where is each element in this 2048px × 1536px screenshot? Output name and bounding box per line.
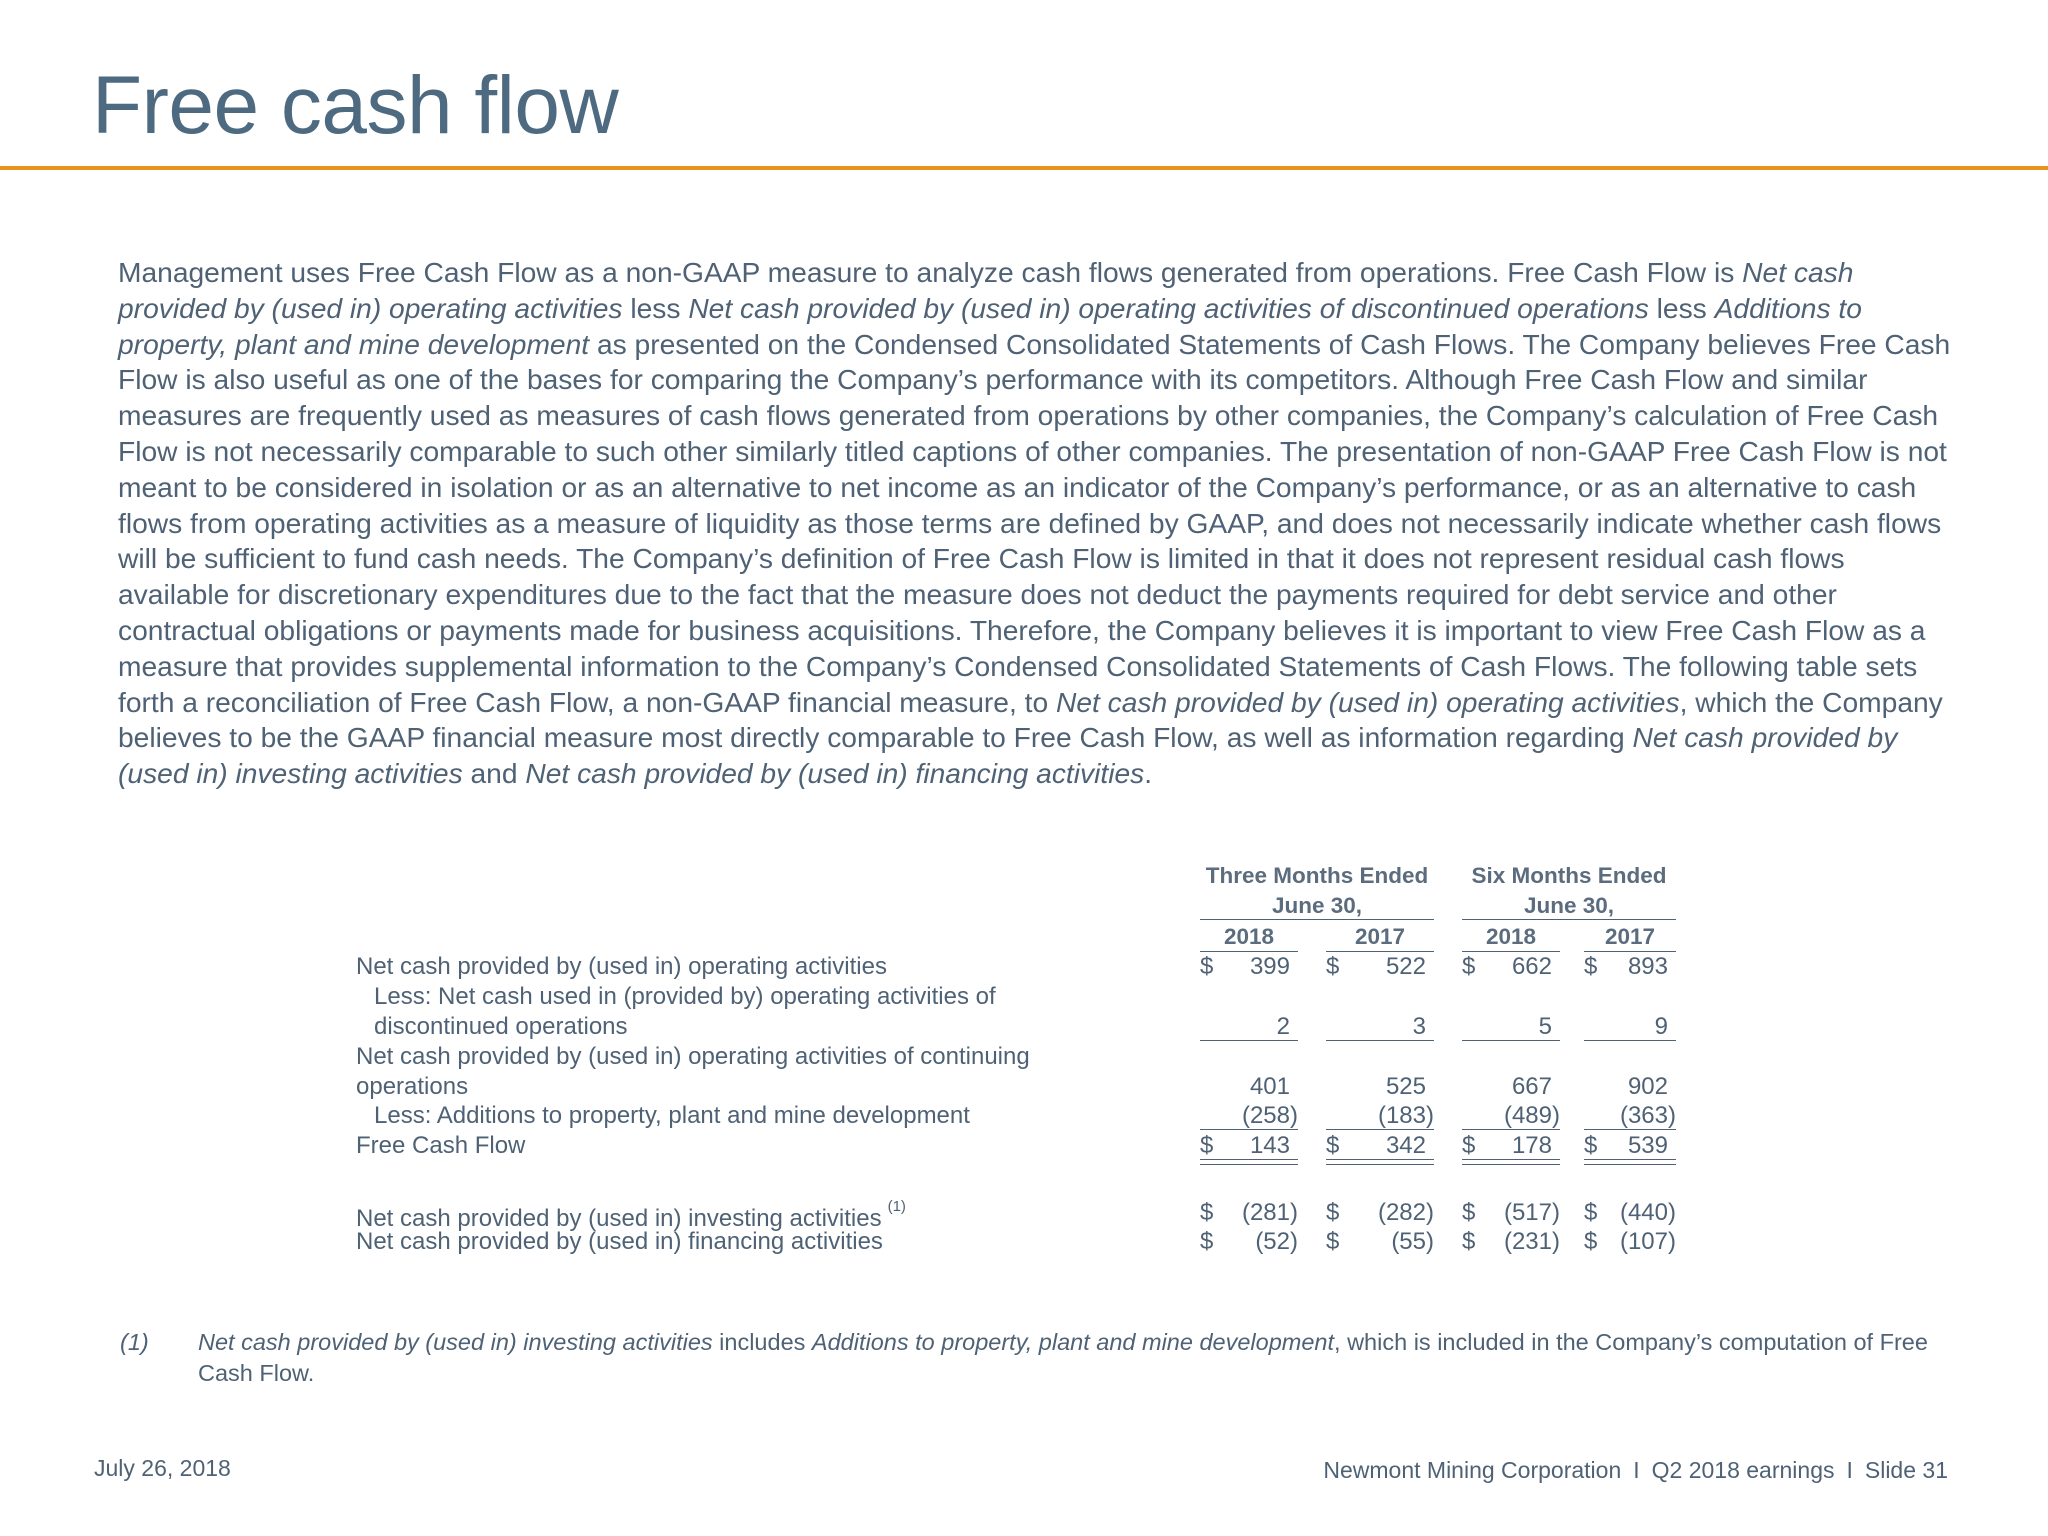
footnote-text-part: , which is included in the Company’s computation of Free Cash Flow. [198,1329,1928,1386]
currency-symbol: $ [1326,1228,1340,1255]
currency-symbol: $ [1200,1199,1214,1226]
row-label-continuing: Net cash provided by (used in) operating activities of continuing [356,1043,1030,1070]
value-cell: (489) [1503,1102,1560,1129]
currency-symbol: $ [1326,1132,1340,1159]
currency-symbol: $ [1200,953,1214,980]
total-double-rule [1462,1159,1560,1165]
intro-text: Management uses Free Cash Flow as a non-GAAP measure to analyze cash flows generated from operations. Free Cash Flow is [118,256,1743,288]
header-six-months: Six Months Ended [1471,863,1667,888]
row-label-operating: Net cash provided by (used in) operating activities [356,953,887,980]
value-cell: (107) [1619,1228,1676,1255]
intro-text: less [622,291,689,324]
row-label-investing-text: Net cash provided by (used in) investing activities [356,1205,882,1232]
subtotal-rule [1326,1129,1434,1130]
value-cell: 399 [1249,953,1290,980]
value-cell: (258) [1241,1102,1298,1129]
currency-symbol: $ [1584,1228,1598,1255]
footnote-reference: (1) [887,1198,906,1215]
value-cell: 342 [1385,1132,1426,1159]
intro-text: and [462,757,526,790]
value-cell: 9 [1654,1013,1668,1040]
currency-symbol: $ [1200,1132,1214,1159]
value-cell: (231) [1503,1228,1560,1255]
currency-symbol: $ [1462,1132,1476,1159]
value-cell: 2 [1276,1013,1290,1040]
subtotal-rule [1584,1040,1676,1041]
value-cell: 893 [1627,953,1668,980]
value-cell: (55) [1391,1228,1434,1255]
footer-separator: I [1633,1457,1640,1483]
intro-italic-term: Additions to property, plant and mine development [118,291,1862,360]
total-double-rule [1200,1159,1298,1165]
row-label-discontinued-cont: discontinued operations [374,1013,628,1040]
year-underline [1200,951,1298,952]
intro-text: less [1648,291,1715,324]
value-cell: 143 [1249,1132,1290,1159]
value-cell: 539 [1627,1132,1668,1159]
value-cell: 401 [1249,1073,1290,1100]
value-cell: (52) [1255,1228,1298,1255]
currency-symbol: $ [1326,1199,1340,1226]
year-header: 2017 [1354,924,1406,949]
year-underline [1584,951,1676,952]
intro-italic-term: Net cash provided by (used in) operating activities [118,256,1854,324]
value-cell: 3 [1412,1013,1426,1040]
row-label-financing: Net cash provided by (used in) financing activities [356,1228,883,1255]
intro-italic-term: Net cash provided by (used in) investing activities [118,721,1898,790]
currency-symbol: $ [1200,1228,1214,1255]
intro-italic-term: Net cash provided by (used in) operating activities of discontinued operations [688,291,1649,324]
footnote-italic-term: Additions to property, plant and mine development [811,1329,1335,1355]
slide-title: Free cash flow [92,60,619,151]
footer-slide-number: Slide 31 [1864,1457,1948,1483]
header-three-months-date: June 30, [1271,893,1363,918]
subtotal-rule [1200,1040,1298,1041]
intro-text: , which the Company believes to be the GAAP financial measure most directly comparable to Free Cash Flow, as well as information regarding [118,685,1943,754]
footnote-marker: (1) [120,1329,149,1355]
value-cell: (517) [1503,1199,1560,1226]
value-cell: (363) [1619,1102,1676,1129]
footer-date: July 26, 2018 [94,1455,231,1481]
header-three-months: Three Months Ended [1205,863,1429,888]
currency-symbol: $ [1462,1228,1476,1255]
total-double-rule [1584,1159,1676,1165]
value-cell: (282) [1377,1199,1434,1226]
year-header: 2018 [1223,924,1275,949]
total-double-rule [1326,1159,1434,1165]
intro-text: . [1144,757,1153,790]
value-cell: 662 [1511,953,1552,980]
header-underline [1200,919,1434,920]
row-label-continuing-cont: operations [356,1073,469,1100]
value-cell: (440) [1619,1199,1676,1226]
currency-symbol: $ [1584,953,1598,980]
value-cell: 5 [1538,1013,1552,1040]
value-cell: 178 [1511,1132,1552,1159]
year-header: 2017 [1604,924,1656,949]
footnote-text-part: includes [712,1329,812,1355]
subtotal-rule [1326,1040,1434,1041]
year-underline [1462,951,1560,952]
currency-symbol: $ [1584,1199,1598,1226]
header-underline [1462,919,1676,920]
currency-symbol: $ [1584,1132,1598,1159]
row-label-additions: Less: Additions to property, plant and mine development [374,1102,970,1129]
footer-separator: I [1846,1457,1853,1483]
header-six-months-date: June 30, [1523,893,1615,918]
value-cell: 667 [1511,1073,1552,1100]
subtotal-rule [1200,1129,1298,1130]
currency-symbol: $ [1462,1199,1476,1226]
intro-italic-term: Net cash provided by (used in) financing activities [525,757,1145,790]
value-cell: 525 [1385,1073,1426,1100]
intro-text: as presented on the Condensed Consolidated Statements of Cash Flows. The Company believes Free Cash Flow is also useful as one of the bases for comparing the Company’s performance with its competitors. Although Free Cash Flow and similar measures are frequently used as measures of cash flows generated from operations by other companies, the Company’s calculation of Free Cash Flow is not necessarily comparable to such other similarly titled captions of other companies. The presentation of non-GAAP Free Cash Flow is not meant to be considered in isolation or as an alternative to net income as an indicator of the Company’s performance, or as an alternative to cash flows from operating activities as a measure of liquidity as those terms are defined by GAAP, and does not necessarily indicate whether cash flows will be sufficient to fund cash needs. The Company’s definition of Free Cash Flow is limited in that it does not represent residual cash flows available for discretionary expenditures due to the fact that the measure does not deduct the payments required for debt service and other contractual obligations or payments made for business acquisitions. Therefore, the Company believes it is important to view Free Cash Flow as a measure that provides supplemental information to the Company’s Condensed Consolidated Statements of Cash Flows. The following table sets forth a reconciliation of Free Cash Flow, a non-GAAP financial measure, to [118,327,1951,718]
subtotal-rule [1584,1129,1676,1130]
footer-info [1323,1457,1948,1484]
subtotal-rule [1462,1040,1560,1041]
value-cell: (183) [1377,1102,1434,1129]
value-cell: 522 [1385,953,1426,980]
year-header: 2018 [1485,924,1537,949]
currency-symbol: $ [1326,953,1340,980]
footer-event: Q2 2018 earnings [1651,1457,1835,1483]
row-label-discontinued: Less: Net cash used in (provided by) operating activities of [374,983,996,1010]
value-cell: 902 [1627,1073,1668,1100]
currency-symbol: $ [1462,953,1476,980]
footnote-italic-term: Net cash provided by (used in) investing activities [198,1329,713,1355]
row-label-free-cash-flow: Free Cash Flow [356,1132,526,1159]
value-cell: (281) [1241,1199,1298,1226]
year-underline [1326,951,1434,952]
footnote-text [198,1327,1958,1389]
intro-italic-term: Net cash provided by (used in) operating activities [1055,685,1680,718]
subtotal-rule [1462,1129,1560,1130]
footer-company: Newmont Mining Corporation [1323,1457,1622,1483]
